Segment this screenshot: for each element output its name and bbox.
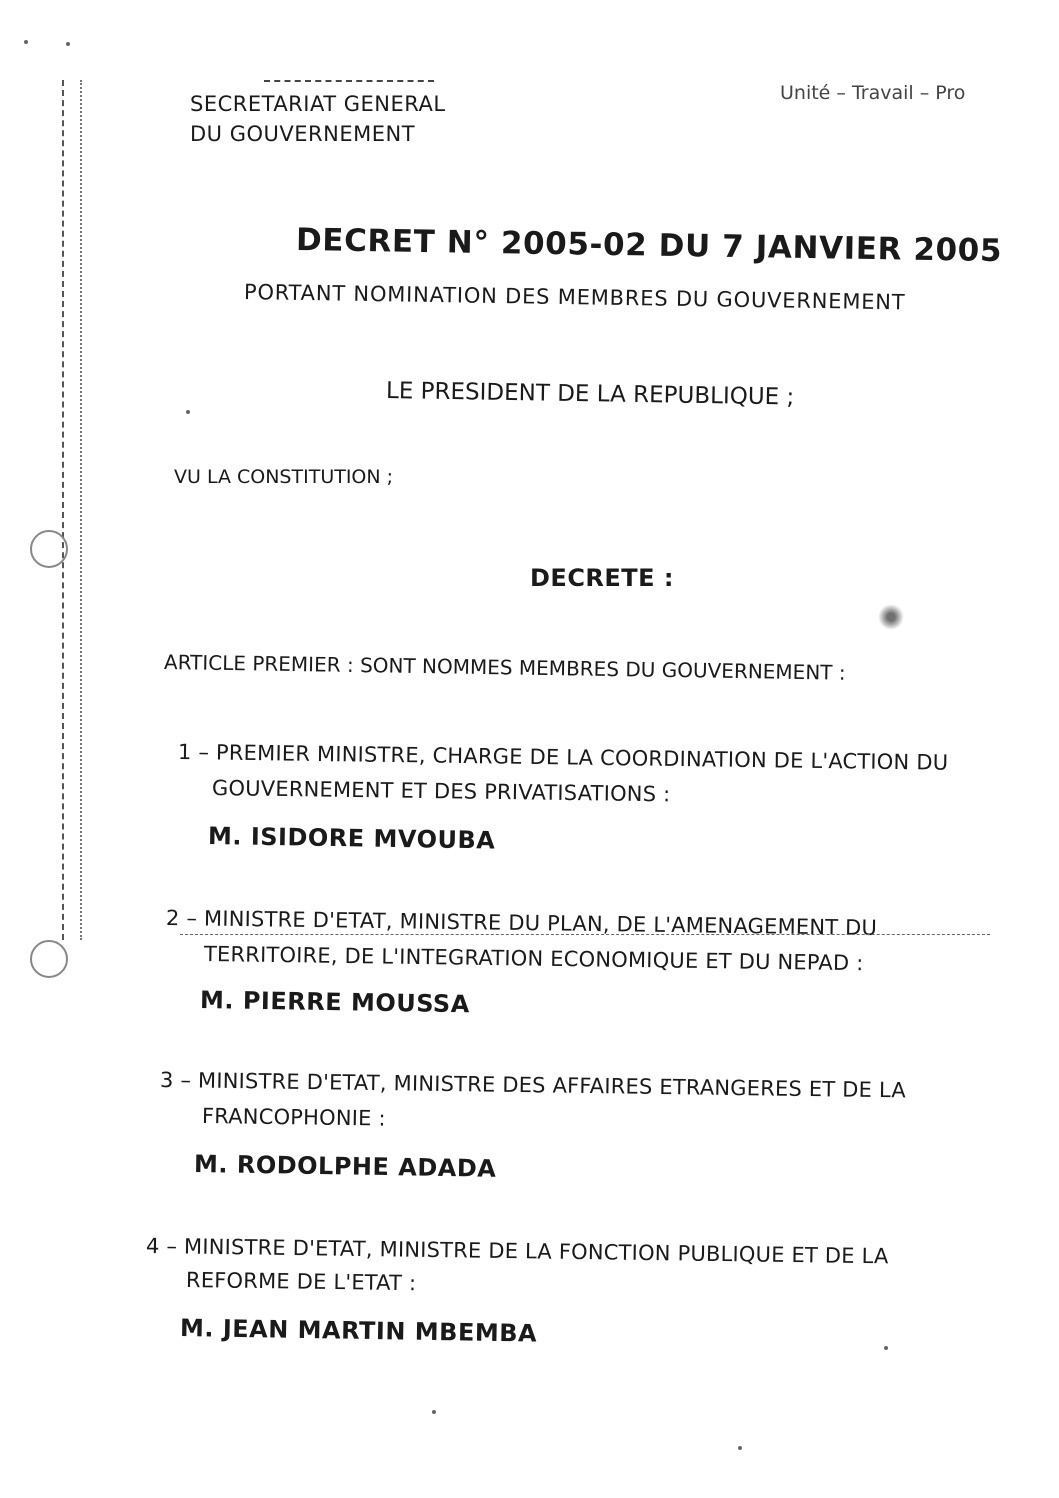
appointment-4-line2: REFORME DE L'ETAT : [185,1268,417,1296]
appointee-name-3: M. RODOLPHE ADADA [193,1150,497,1183]
appointee-name-4: M. JEAN MARTIN MBEMBA [179,1314,538,1348]
speck [186,410,190,414]
office-title-line1: SECRETARIAT GENERAL [190,92,446,116]
punch-hole-icon [30,940,68,978]
appointment-3-line1: 3 – MINISTRE D'ETAT, MINISTRE DES AFFAIRES ETRANGERES ET DE LA [159,1068,907,1103]
appointment-1-line2: GOUVERNEMENT ET DES PRIVATISATIONS : [211,776,671,807]
office-title-line2: DU GOUVERNEMENT [190,122,416,146]
appointment-2-line2: TERRITOIRE, DE L'INTEGRATION ECONOMIQUE ET DU NEPAD : [203,942,864,976]
national-motto: Unité – Travail – Pro [780,82,966,104]
strike-line [180,934,990,935]
appointment-3-line2: FRANCOPHONIE : [201,1104,386,1131]
decrete-heading: DECRETE : [530,564,675,592]
decree-title: DECRET N° 2005-02 DU 7 JANVIER 2005 [295,222,1003,270]
article-premier: ARTICLE PREMIER : SONT NOMMES MEMBRES DU GOUVERNEMENT : [163,650,846,685]
appointment-4-line1: 4 – MINISTRE D'ETAT, MINISTRE DE LA FONCTION PUBLIQUE ET DE LA [145,1234,889,1269]
decree-subtitle: PORTANT NOMINATION DES MEMBRES DU GOUVERNEMENT [243,280,906,315]
punch-hole-icon [30,530,68,568]
ink-smudge [874,604,908,630]
speck [24,40,28,44]
appointee-name-1: M. ISIDORE MVOUBA [207,822,496,855]
speck [884,1346,888,1350]
appointment-2-line1: 2 – MINISTRE D'ETAT, MINISTRE DU PLAN, DE L'AMENAGEMENT DU [165,906,878,940]
header-rule [264,80,434,82]
president-line: LE PRESIDENT DE LA REPUBLIQUE ; [385,378,795,411]
speck [66,42,70,46]
speck [738,1446,742,1450]
visa-constitution: VU LA CONSTITUTION ; [174,466,394,488]
binding-edge [62,80,82,940]
appointee-name-2: M. PIERRE MOUSSA [199,986,471,1019]
speck [432,1410,436,1414]
appointment-1-line1: 1 – PREMIER MINISTRE, CHARGE DE LA COORDINATION DE L'ACTION DU [177,740,949,775]
